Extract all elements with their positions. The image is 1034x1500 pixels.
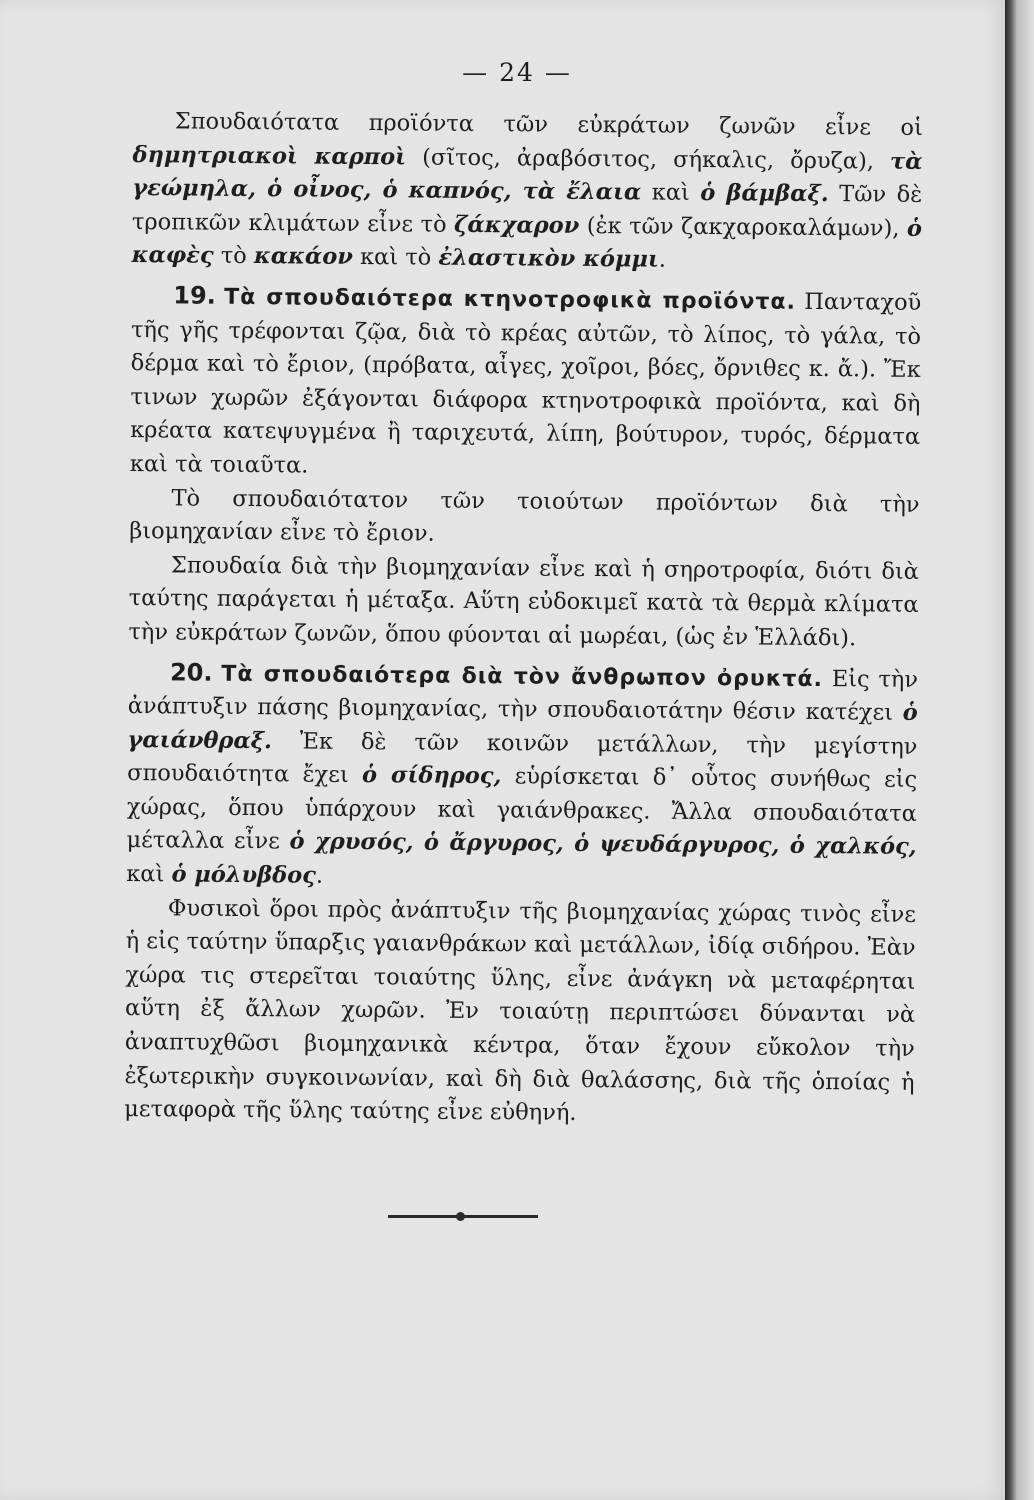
- term: ζάκχαρον: [453, 211, 580, 239]
- section-number: 19.: [173, 281, 216, 310]
- text-run: Σπουδαιότατα προϊόντα τῶν εὐκράτων ζωνῶν εἶνε οἱ: [174, 108, 923, 141]
- section-19: [130, 279, 922, 488]
- term: ὁ βάμβαξ.: [700, 180, 829, 208]
- term: ἐλαστικὸν κόμμι: [438, 245, 659, 273]
- text-run: .: [315, 862, 324, 889]
- section-number: 20.: [169, 657, 213, 687]
- paragraph-sericulture: Σπουδαία διὰ τὴν βιομηχανίαν εἶνε καὶ ἡ σηροτροφία, διότι διὰ ταύτης παράγεται ἡ μέταξα. Αὕτη εὐδοκιμεῖ κατὰ τὰ θερμὰ κλίματα τὴν εὐκράτων ζωνῶν, ὅπου φύονται αἱ μωρέαι, (ὡς ἐν Ἑλλάδι).: [128, 552, 920, 652]
- text-run: καὶ: [126, 861, 172, 888]
- page-body: [124, 105, 923, 1134]
- text-run: εὑρίσκεται δ᾽ οὗτος συνήθως εἰς χώρας, ὅπου ὑπάρχουν καὶ γαιάνθρακες. Ἄλλα σπουδαιότατα μέταλλα εἶνε: [126, 763, 918, 855]
- text-run: Πανταχοῦ τῆς γῆς τρέφονται ζῷα, διὰ τὸ κρέας αὐτῶν, τὸ λίπος, τὸ γάλα, τὸ δέρμα καὶ τὸ ἔριον, (πρόβατα, αἶγες, χοῖροι, βόες, ὄρνιθες κ. ἄ.). Ἔκ τινων χωρῶν ἐξάγονται διάφορα κτηνοτροφικὰ προϊόντα, καὶ δὴ κρέατα κατεψυγμένα ἢ ταριχευτά, λίπη, βούτυρον, τυρός, δέρματα καὶ τὰ τοιαῦτα.: [129, 288, 922, 479]
- paragraph-conditions: Φυσικοὶ ὅροι πρὸς ἀνάπτυξιν τῆς βιομηχανίας χώρας τινὸς εἶνε ἡ εἰς ταύτην ὕπαρξις γαιανθράκων καὶ μετάλλων, ἰδίᾳ σιδήρου. Ἐὰν χώρα τις στερεῖται τοιαύτης ὕλης, εἶνε ἀνάγκη νὰ μεταφέρηται αὕτη ἐξ ἄλλων χωρῶν. Ἐν τοιαύτῃ περιπτώσει δύνανται νὰ ἀναπτυχθῶσι βιομηχανικὰ κέντρα, ὅταν ἔχουν εὔκολον τὴν ἐξωτερικὴν συγκοινωνίαν, καὶ δὴ διὰ θαλάσσης, διὰ τῆς ὁποίας ἡ μεταφορὰ τῆς ὕλης ταύτης εἶνε εὐθηνή.: [124, 894, 917, 1127]
- paragraph-products: [132, 105, 923, 280]
- term: δημητριακοὶ καρποὶ: [132, 141, 407, 170]
- end-rule-divider: [388, 1215, 538, 1218]
- section-heading: Τὰ σπουδαιότερα κτηνοτροφικὰ προϊόντα.: [224, 284, 797, 315]
- page-number: — 24 —: [462, 58, 572, 87]
- section-heading: Τὰ σπουδαιότερα διὰ τὸν ἄνθρωπον ὀρυκτά.: [221, 661, 824, 692]
- text-run: καὶ τὸ: [352, 244, 439, 272]
- text-run: (σῖτος, ἀραβόσιτος, σήκαλις, ὄρυζα),: [405, 143, 891, 175]
- term: ὁ γαιάνθραξ.: [127, 699, 918, 754]
- text-run: Τῶν δὲ τροπικῶν κλιμάτων εἶνε τὸ: [131, 181, 923, 238]
- text-run: .: [658, 246, 667, 274]
- term: τὰ γεώμηλα, ὁ οἶνος, ὁ καπνός, τὰ ἔλαια: [132, 148, 923, 206]
- term: ὁ χρυσός, ὁ ἄργυρος, ὁ ψευδάργυρος, ὁ χαλκός,: [289, 828, 917, 861]
- text-run: τὸ: [213, 243, 255, 270]
- term: ὁ σίδηρος,: [361, 762, 502, 790]
- term: ὁ μόλυβδος: [171, 861, 317, 889]
- text-run: καὶ: [641, 179, 701, 207]
- term: κακάον: [253, 243, 354, 271]
- paragraph-wool: Τὸ σπουδαιότατον τῶν τοιούτων προϊόντων διὰ τὴν βιομηχανίαν εἶνε τὸ ἔριον.: [129, 484, 920, 547]
- text-run: Εἰς τὴν ἀνάπτυξιν πάσης βιομηχανίας, τὴν σπουδαιοτάτην θέσιν κατέχει: [127, 665, 919, 726]
- term: ὁ καφὲς: [131, 215, 923, 270]
- section-20: [126, 655, 918, 898]
- text-run: (ἐκ τῶν ζακχαροκαλάμων),: [579, 212, 908, 242]
- page-edge: [1005, 0, 1034, 1500]
- text-run: Ἐκ δὲ τῶν κοινῶν μετάλλων, τὴν μεγίστην σπουδαιότητα ἔχει: [127, 727, 918, 789]
